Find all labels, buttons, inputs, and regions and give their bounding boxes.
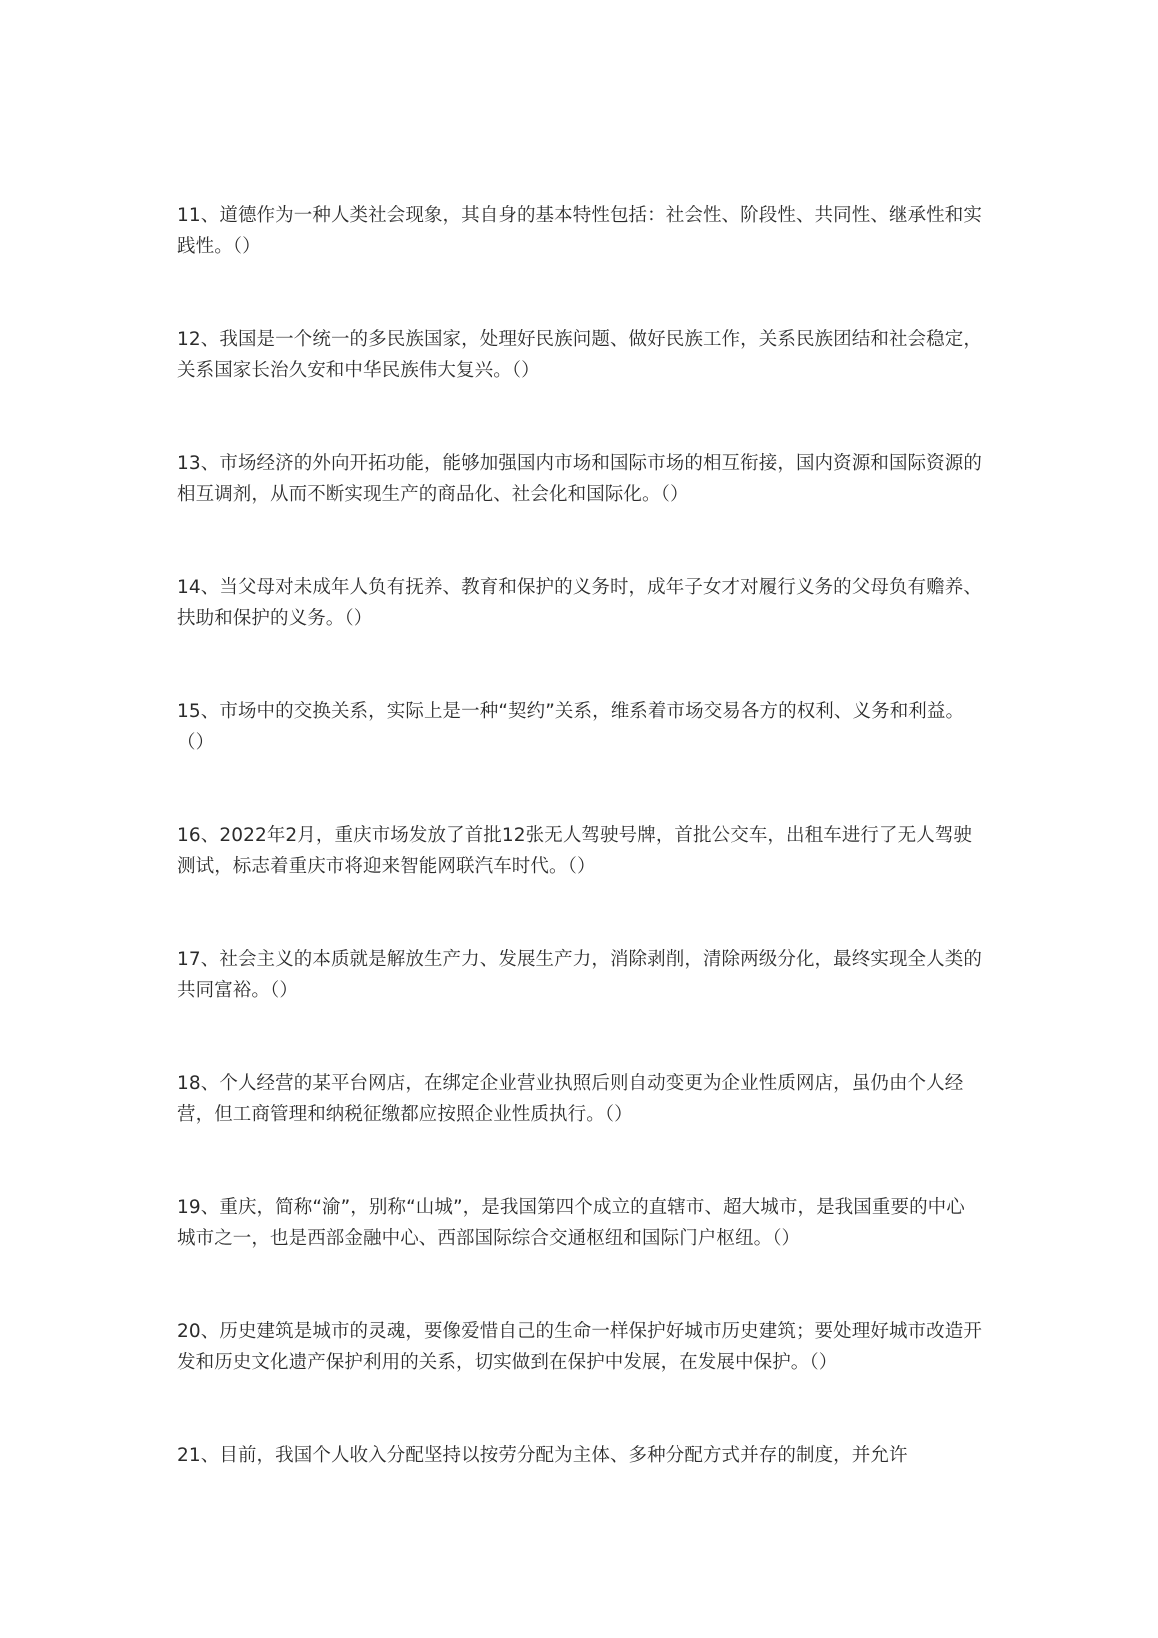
question-14: 14、当父母对未成年人负有抚养、教育和保护的义务时，成年子女才对履行义务的父母负有赡养、扶助和保护的义务。（） [177, 577, 982, 629]
question-21: 21、目前，我国个人收入分配坚持以按劳分配为主体、多种分配方式并存的制度，并允许 [177, 1445, 908, 1466]
question-12: 12、我国是一个统一的多民族国家，处理好民族问题、做好民族工作，关系民族团结和社会稳定，关系国家长治久安和中华民族伟大复兴。（） [177, 329, 982, 381]
question-11: 11、道德作为一种人类社会现象，其自身的基本特性包括：社会性、阶段性、共同性、继承性和实践性。（） [177, 205, 982, 257]
question-list [177, 200, 982, 1533]
question-19: 19、重庆，简称“渝”，别称“山城”，是我国第四个成立的直辖市、超大城市，是我国重要的中心城市之一，也是西部金融中心、西部国际综合交通枢纽和国际门户枢纽。（） [177, 1197, 965, 1249]
question-13: 13、市场经济的外向开拓功能，能够加强国内市场和国际市场的相互衔接，国内资源和国际资源的相互调剂，从而不断实现生产的商品化、社会化和国际化。（） [177, 453, 982, 505]
question-17: 17、社会主义的本质就是解放生产力、发展生产力，消除剥削，清除两级分化，最终实现全人类的共同富裕。（） [177, 949, 982, 1001]
question-18: 18、个人经营的某平台网店，在绑定企业营业执照后则自动变更为企业性质网店，虽仍由个人经营，但工商管理和纳税征缴都应按照企业性质执行。（） [177, 1073, 964, 1125]
question-15: 15、市场中的交换关系，实际上是一种“契约”关系，维系着市场交易各方的权利、义务和利益。（） [177, 701, 965, 753]
question-20: 20、历史建筑是城市的灵魂，要像爱惜自己的生命一样保护好城市历史建筑；要处理好城市改造开发和历史文化遗产保护利用的关系，切实做到在保护中发展，在发展中保护。（） [177, 1321, 982, 1373]
question-16: 16、2022年2月，重庆市场发放了首批12张无人驾驶号牌，首批公交车，出租车进行了无人驾驶测试，标志着重庆市将迎来智能网联汽车时代。（） [177, 825, 973, 877]
